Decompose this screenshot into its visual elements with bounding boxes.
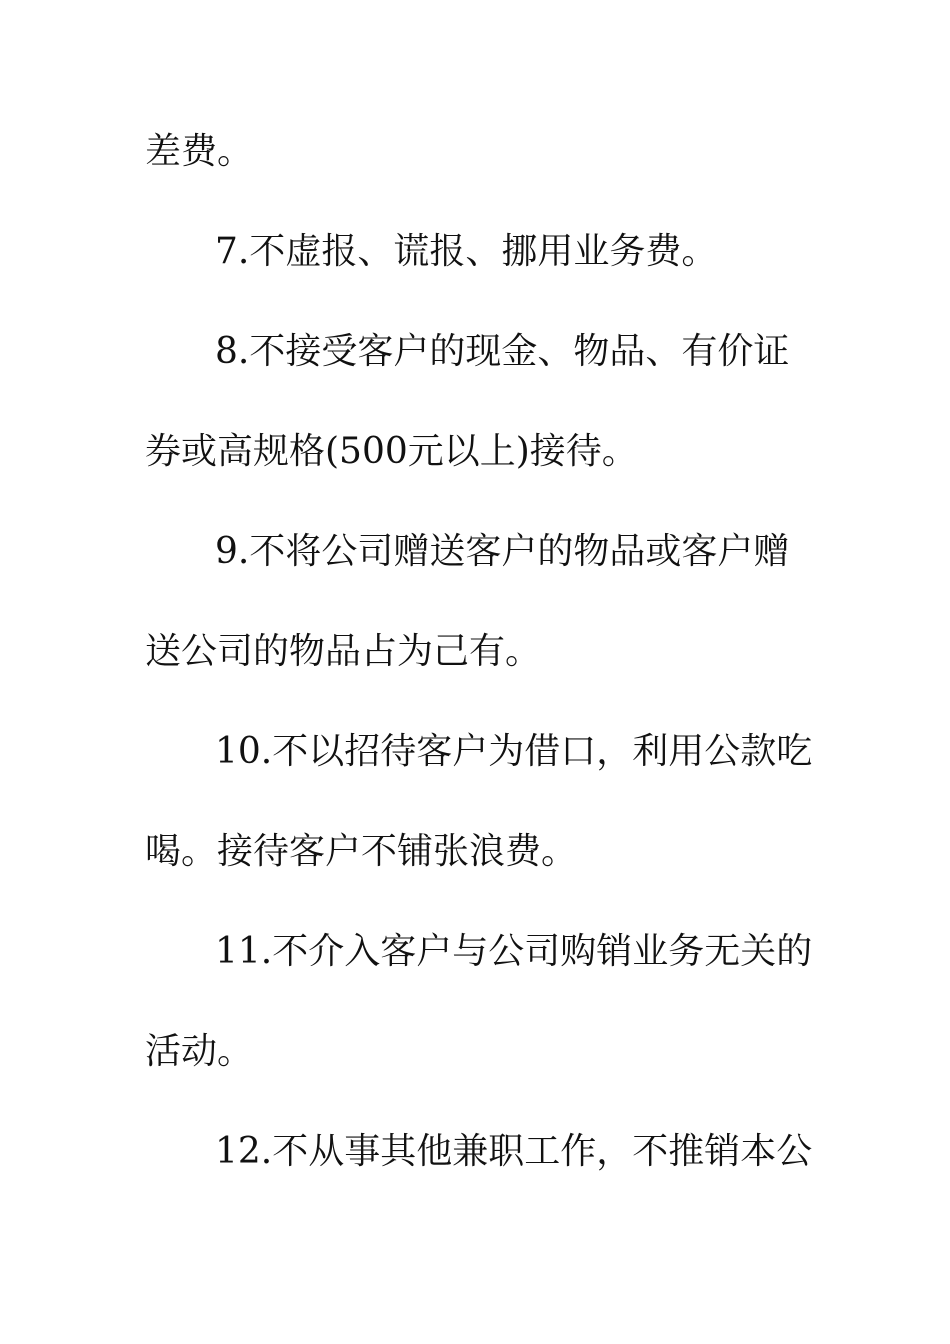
text-line: 8.不接受客户的现金、物品、有价证: [215, 331, 790, 372]
text-line: 喝。接待客户不铺张浪费。: [145, 831, 578, 872]
text-line: 活动。: [145, 1031, 254, 1072]
text-line: 送公司的物品占为己有。: [145, 631, 542, 672]
text-line: 券或高规格(500元以上)接待。: [145, 431, 638, 472]
text-line: 9.不将公司赠送客户的物品或客户赠: [215, 531, 790, 572]
text-line: 10.不以招待客户为借口，利用公款吃: [215, 731, 813, 772]
text-line: 7.不虚报、谎报、挪用业务费。: [215, 231, 718, 272]
text-line: 差费。: [145, 131, 254, 172]
text-line: 12.不从事其他兼职工作，不推销本公: [215, 1131, 813, 1172]
text-line: 11.不介入客户与公司购销业务无关的: [215, 931, 813, 972]
